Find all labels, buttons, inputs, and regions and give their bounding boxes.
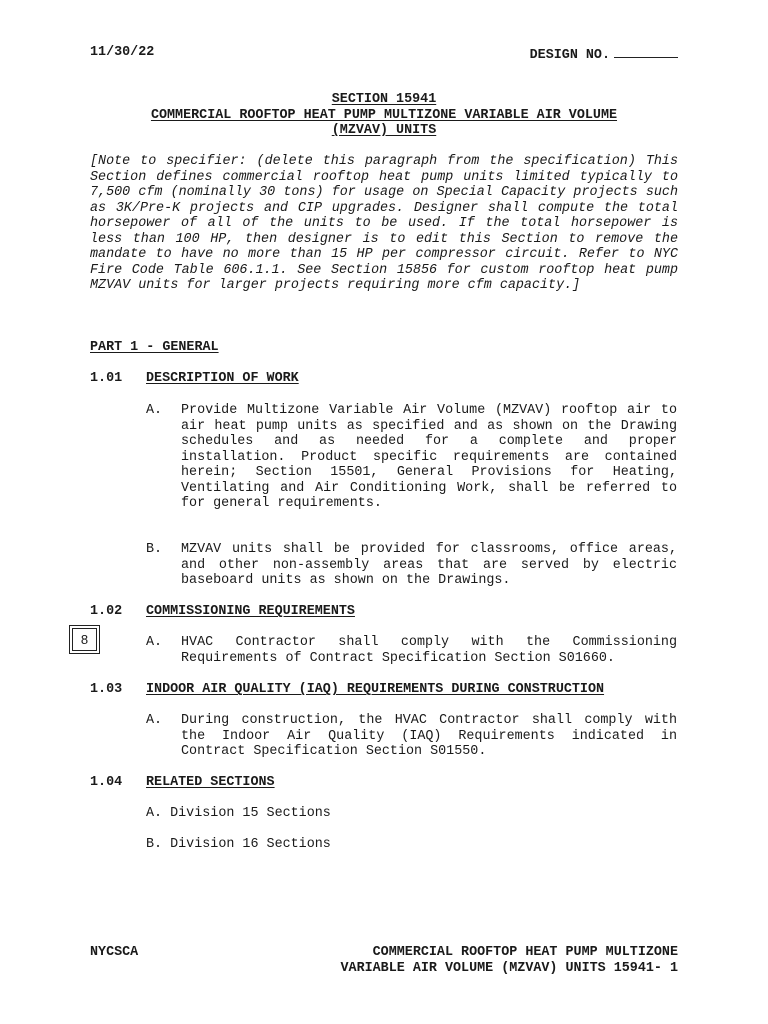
item-1-04-b: B. Division 16 Sections (146, 837, 331, 852)
section-1-02-number: 1.02 (90, 604, 123, 619)
margin-revision-box (69, 625, 100, 654)
section-1-04-number: 1.04 (90, 775, 123, 790)
section-title (90, 92, 678, 139)
item-1-03-a-text: During construction, the HVAC Contractor shall comply with the Indoor Air Quality (IAQ) Requirements indicated in Contract Specification Section S01550. (181, 713, 677, 759)
section-1-01-heading: DESCRIPTION OF WORK (146, 371, 299, 386)
item-1-04-a: A. Division 15 Sections (146, 806, 331, 821)
header-date: 11/30/22 (90, 45, 155, 60)
specifier-note: [Note to specifier: (delete this paragraph from the specification) This Section defines commercial rooftop heat pump units limited typically to 7,500 cfm (nominally 30 tons) for usage on Special Capacity projects such as 3K/Pre-K projects and CIP upgrades. Designer shall compute the total horsepower of all of the units to be used. If the total horsepower is less than 100 HP, then designer is to edit this Section to remove the mandate to have no more than 15 HP per compressor circuit. Refer to NYC Fire Code Table 606.1.1. See Section 15856 for custom rooftop heat pump MZVAV units for larger projects requiring more cfm capacity.] (90, 154, 678, 293)
design-no-label: DESIGN NO. (529, 48, 610, 63)
section-1-01-number: 1.01 (90, 371, 123, 386)
design-no-blank (614, 45, 678, 58)
section-1-03-number: 1.03 (90, 682, 123, 697)
item-1-02-a-letter: A. (146, 635, 163, 650)
item-1-03-a-letter: A. (146, 713, 163, 728)
footer-org: NYCSCA (90, 945, 139, 960)
item-1-01-a-text: Provide Multizone Variable Air Volume (MZVAV) rooftop air to air heat pump units as specified and as shown on the Drawing schedules and as needed for a complete and proper installation. Product specific requirements are contained herein; Section 15501, General Provisions for Heating, Ventilating and Air Conditioning Work, shall be referred to for general requirements. (181, 403, 677, 511)
item-1-01-b-letter: B. (146, 542, 163, 557)
item-1-01-b-text: MZVAV units shall be provided for classrooms, office areas, and other non-assembly areas that are served by electric baseboard units as shown on the Drawings. (181, 542, 677, 588)
part-heading: PART 1 - GENERAL (90, 340, 219, 355)
footer-title-line-1: COMMERCIAL ROOFTOP HEAT PUMP MULTIZONE (372, 945, 678, 960)
footer-title (341, 945, 679, 976)
section-number: SECTION 15941 (331, 92, 437, 107)
section-1-02-heading: COMMISSIONING REQUIREMENTS (146, 604, 355, 619)
footer-title-line-2: VARIABLE AIR VOLUME (MZVAV) UNITS 15941- 1 (340, 960, 678, 976)
title-line-2: (MZVAV) UNITS (331, 123, 437, 138)
section-1-04-heading: RELATED SECTIONS (146, 775, 275, 790)
section-1-03-heading: INDOOR AIR QUALITY (IAQ) REQUIREMENTS DURING CONSTRUCTION (146, 682, 605, 697)
margin-revision-mark: 8 (72, 628, 97, 651)
item-1-01-a-letter: A. (146, 403, 163, 418)
item-1-02-a-text: HVAC Contractor shall comply with the Commissioning Requirements of Contract Specification Section S01660. (181, 635, 677, 666)
header-design-no (530, 45, 678, 64)
title-line-1: COMMERCIAL ROOFTOP HEAT PUMP MULTIZONE VARIABLE AIR VOLUME (150, 107, 618, 123)
